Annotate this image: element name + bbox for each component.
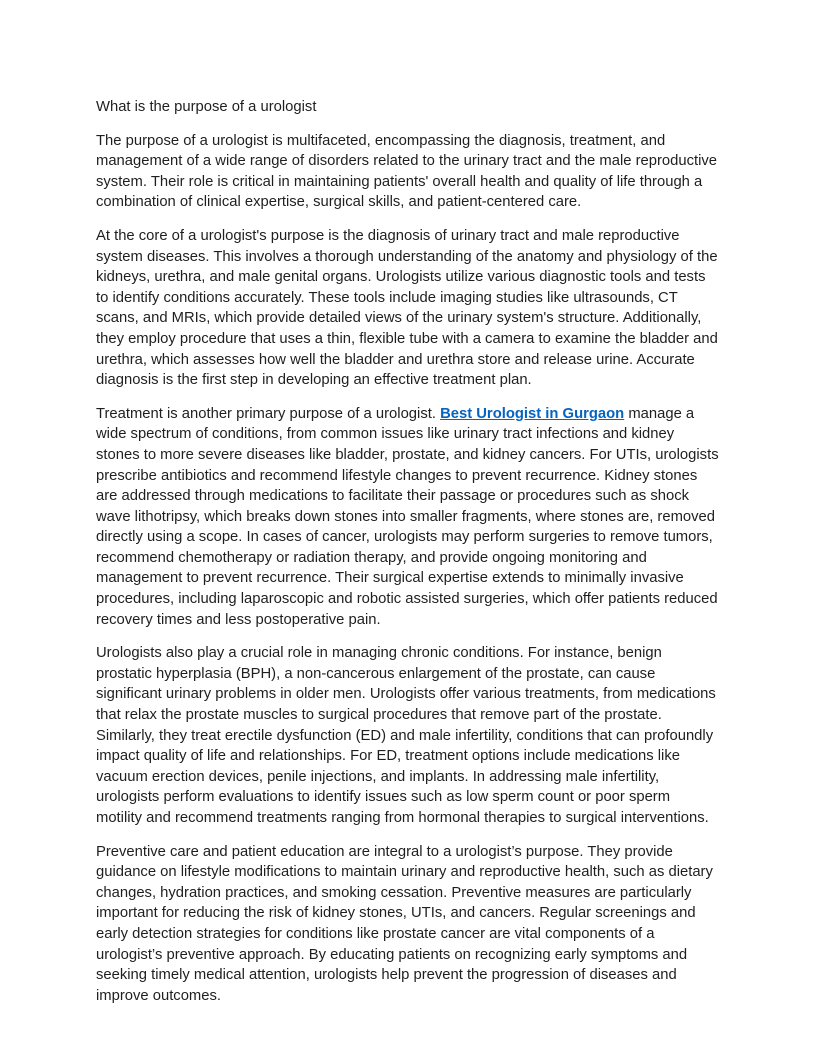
paragraph-preventive-care: Preventive care and patient education are integral to a urologist’s purpose. They provide guidance on lifestyle modifications to maintain urinary and reproductive health, such as dietary changes, hydration practices, and smoking cessation. Preventive measures are particularly important for reducing the risk of kidney stones, UTIs, and cancers. Regular screenings and early detection strategies for conditions like prostate cancer are vital components of a urologist’s preventive approach. By educating patients on recognizing early symptoms and seeking timely medical attention, urologists help prevent the progression of diseases and improve outcomes. [96,843,713,1004]
paragraph-diagnosis: At the core of a urologist's purpose is the diagnosis of urinary tract and male reproductive system diseases. This involves a thorough understanding of the anatomy and physiology of the kidneys, urethra, and male genital organs. Urologists utilize various diagnostic tools and tests to identify conditions accurately. These tools include imaging studies like ultrasounds, CT scans, and MRIs, which provide detailed views of the urinary system's structure. Additionally, they employ procedure that uses a thin, flexible tube with a camera to examine the bladder and urethra, which assesses how well the bladder and urethra store and release urine. Accurate diagnosis is the first step in developing an effective treatment plan. [96,227,718,389]
paragraph-treatment-text-after-link: manage a wide spectrum of conditions, from common issues like urinary tract infections and kidney stones to more severe diseases like bladder, prostate, and kidney cancers. For UTIs, urologists prescribe antibiotics and recommend lifestyle changes to prevent recurrence. Kidney stones are addressed through medications to facilitate their passage or procedures such as shock wave lithotripsy, which breaks down stones into smaller fragments, where stones are, removed directly using a scope. In cases of cancer, urologists may perform surgeries to remove tumors, recommend chemotherapy or radiation therapy, and provide ongoing monitoring and management to prevent recurrence. Their surgical expertise extends to minimally invasive procedures, including laparoscopic and robotic assisted surgeries, which offer patients reduced recovery times and less postoperative pain. [96,405,719,628]
paragraph-chronic-conditions: Urologists also play a crucial role in managing chronic conditions. For instance, benign prostatic hyperplasia (BPH), a non-cancerous enlargement of the prostate, can cause significant urinary problems in older men. Urologists offer various treatments, from medications that relax the prostate muscles to surgical procedures that remove part of the prostate. Similarly, they treat erectile dysfunction (ED) and male infertility, conditions that can profoundly impact quality of life and relationships. For ED, treatment options include medications like vacuum erection devices, penile injections, and implants. In addressing male infertility, urologists perform evaluations to identify issues such as low sperm count or poor sperm motility and recommend treatments ranging from hormonal therapies to surgical interventions. [96,645,716,826]
best-urologist-in-gurgaon-link[interactable]: Best Urologist in Gurgaon [440,405,625,422]
document-title: What is the purpose of a urologist [96,99,317,115]
paragraph-treatment [96,404,720,631]
paragraph-treatment-text-before-link: Treatment is another primary purpose of a urologist. [96,405,441,422]
paragraph-purpose-overview: The purpose of a urologist is multifaceted, encompassing the diagnosis, treatment, and management of a wide range of disorders related to the urinary tract and the male reproductive system. Their role is critical in maintaining patients' overall health and quality of life through a combination of clinical expertise, surgical skills, and patient-centered care. [96,132,717,211]
